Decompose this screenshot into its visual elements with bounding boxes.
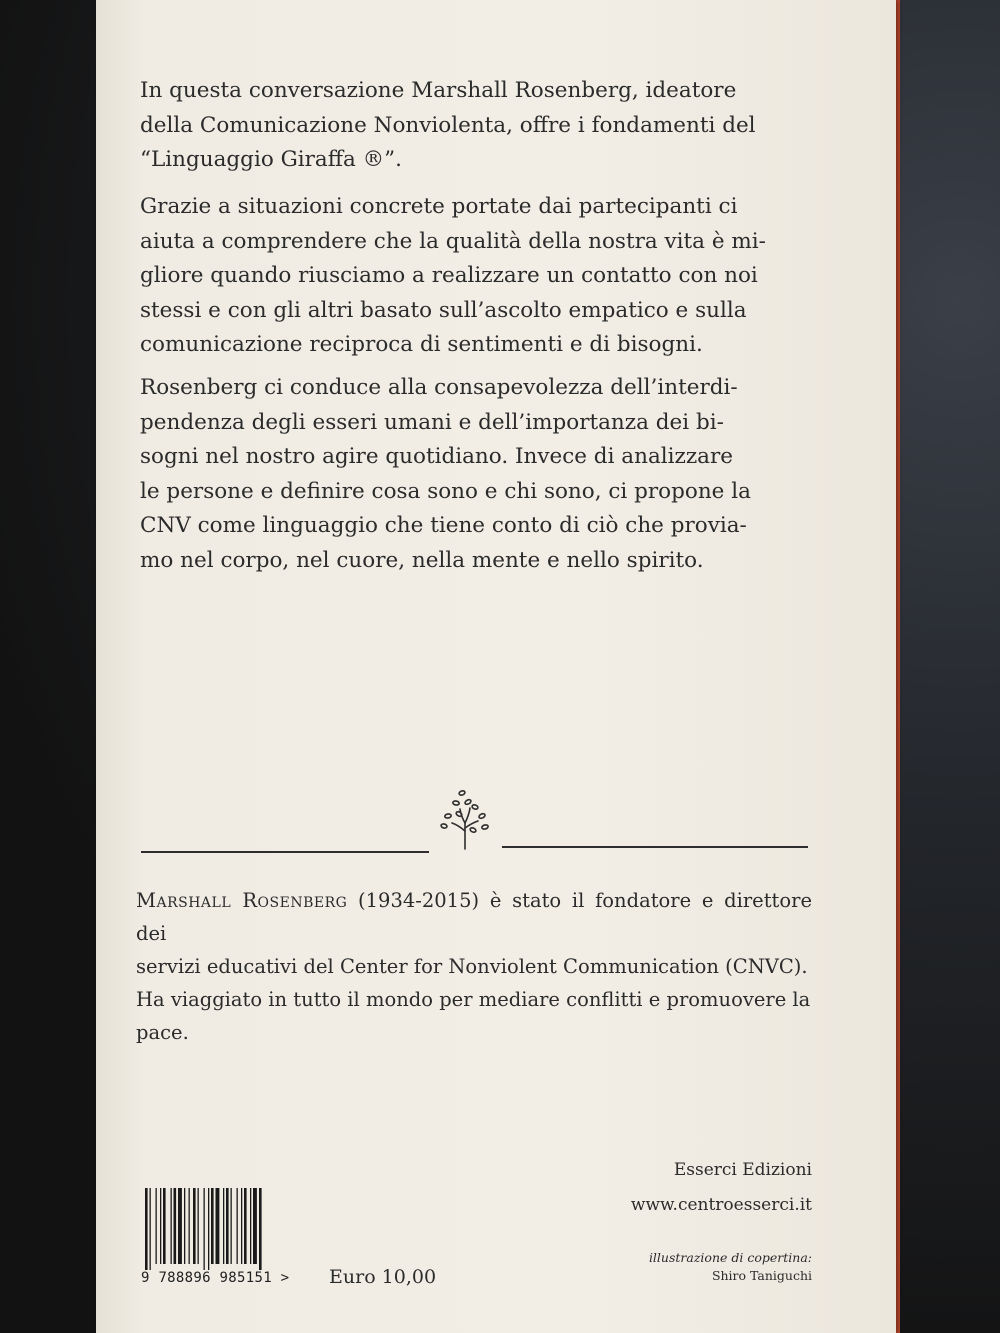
barcode-digits: 9 788896 985151 > xyxy=(141,1270,290,1286)
publisher-website: www.centroesserci.it xyxy=(630,1195,812,1215)
price: Euro 10,00 xyxy=(329,1266,437,1288)
divider-right xyxy=(502,846,808,848)
tree-icon xyxy=(430,783,500,853)
author-name: Marshall Rosenberg xyxy=(136,889,348,912)
summary-paragraph: Grazie a situazioni concrete portate dai partecipanti ci aiuta a comprendere che la qualità della nostra vita è mi- gliore quando riusciamo a realizzare un contatto con noi stessi e con gli altri basato sull’ascolto empatico e sulla comunicazione reciproca di sentimenti e di bisogni. xyxy=(140,194,766,357)
divider-left xyxy=(141,851,429,853)
description-paragraph: Rosenberg ci conduce alla consapevolezza dell’interdi- pendenza degli esseri umani e dell’importanza dei bi- sogni nel nostro agire quotidiano. Invece di analizzare le persone e definire cosa sono e chi sono, ci propone la CNV come linguaggio che tiene conto di ciò che provia- mo nel corpo, nel cuore, nella mente e nello spirito. xyxy=(140,375,751,573)
author-bio xyxy=(136,884,812,1049)
barcode-icon xyxy=(143,1188,298,1270)
author-bio-text: (1934-2015) è stato il fondatore e direttore dei servizi educativi del Center for Nonviolent Communication (CNVC). Ha viaggiato in tutto il mondo per mediare conflitti e promuovere la pace. xyxy=(136,889,812,1044)
cover-credit-name: Shiro Taniguchi xyxy=(711,1268,812,1283)
intro-paragraph: In questa conversazione Marshall Rosenberg, ideatore della Comunicazione Nonviolenta, offre i fondamenti del “Linguaggio Giraffa ®”. xyxy=(140,78,756,172)
publisher-name: Esserci Edizioni xyxy=(673,1160,812,1180)
cover-credit-label: illustrazione di copertina: xyxy=(648,1250,812,1265)
